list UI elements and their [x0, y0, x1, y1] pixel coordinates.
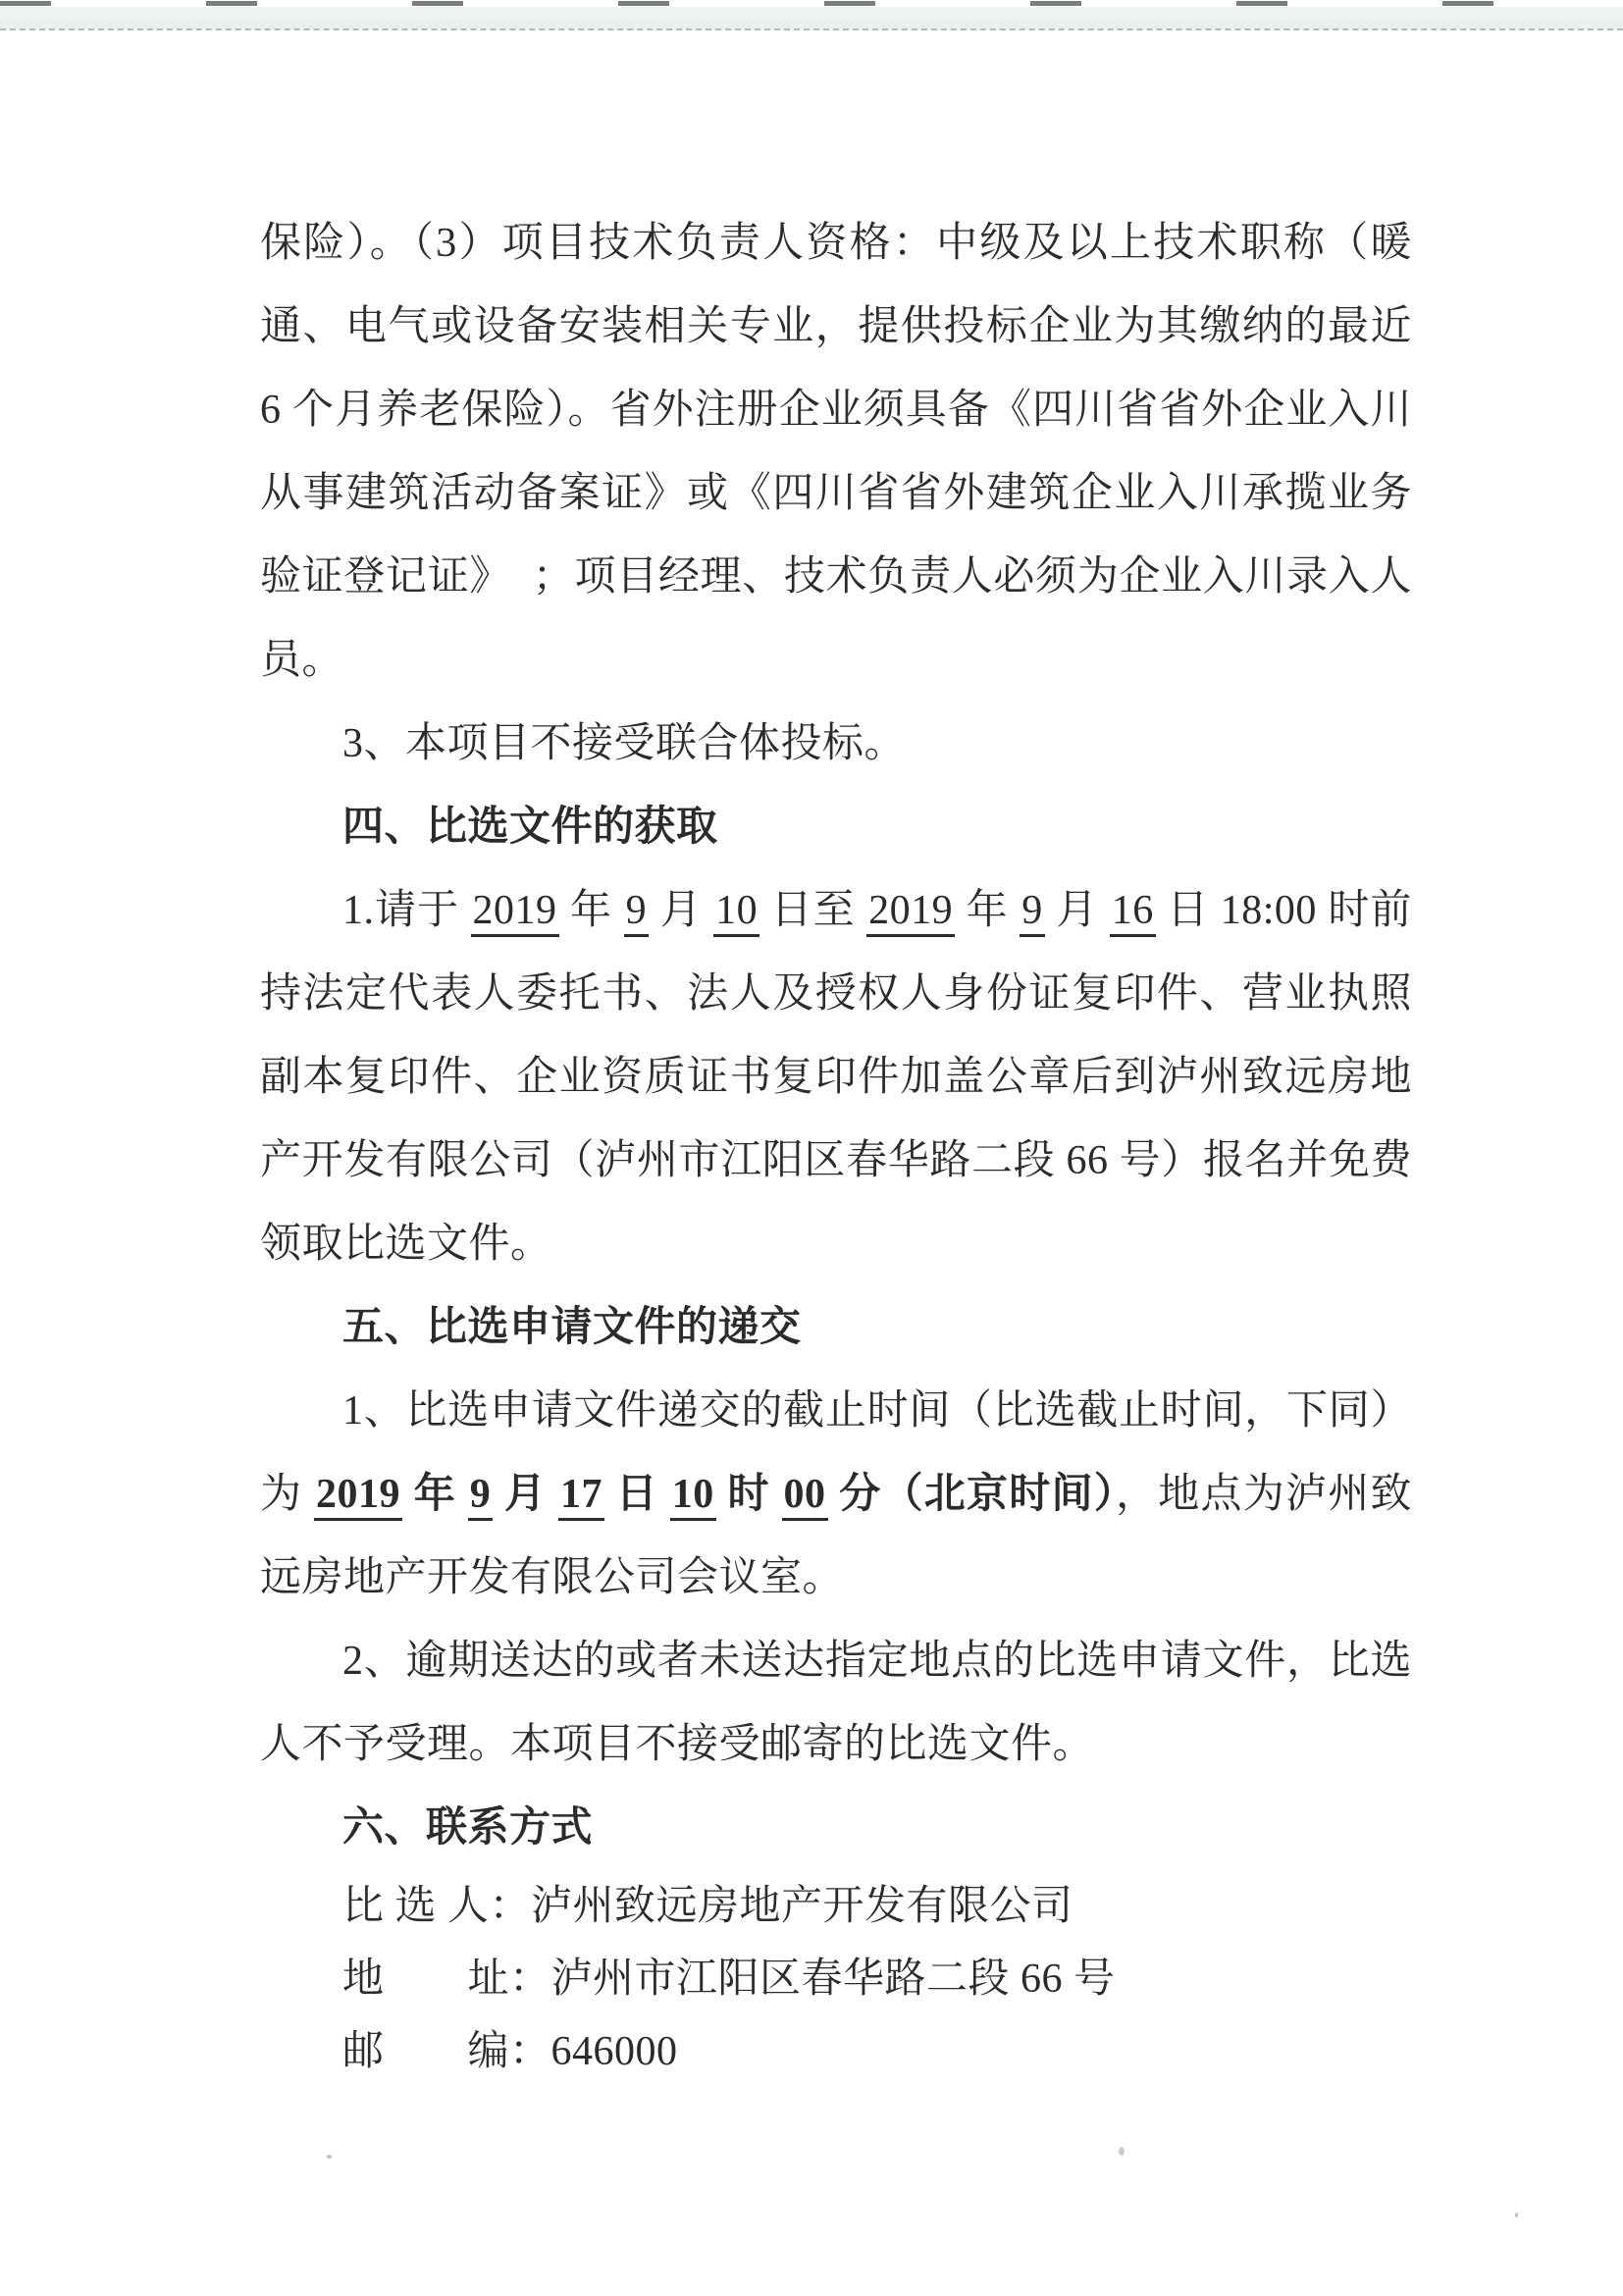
contact-line-address [260, 1943, 1412, 2015]
text-run: 月 [1044, 888, 1110, 933]
text-run: 10 [670, 1472, 716, 1521]
scan-speck [1119, 2147, 1125, 2156]
contact-line-postcode [260, 2015, 1412, 2088]
text-run: 月 [649, 888, 714, 933]
text-run: 月 [493, 1472, 558, 1517]
text-run: 16 [1110, 888, 1156, 937]
text-run: 年 [402, 1472, 468, 1517]
text-run: 时 [715, 1472, 782, 1517]
text-run: 日 18:00 时前持法定代表人委托书、法人及授权人身份证复印件、营业执照副本复印件、企业资质证书复印件加盖公章后到泸州致远房地产开发有限公司（泸州市江阳区春华路二段 66 号）报名并免费领取比选文件。 [260, 888, 1412, 1267]
text-run: 五、比选申请文件的递交 [342, 1305, 802, 1350]
text-run: 六、联系方式 [342, 1805, 594, 1851]
text-run: 年 [955, 888, 1021, 933]
scan-speck [1515, 2213, 1518, 2218]
text-run: 邮 编：646000 [342, 2029, 678, 2074]
text-run: 分（北京时间） [827, 1472, 1116, 1517]
paragraph-late-submission [260, 1620, 1412, 1787]
text-run: 1、比选申请文件递交的截止时间（比选截止时间，下同）为 [260, 1388, 1412, 1517]
text-run: 10 [713, 888, 759, 937]
text-run: 2019 [471, 888, 559, 937]
text-run: 年 [558, 888, 624, 933]
text-run: 2019 [314, 1472, 402, 1521]
text-run: 00 [782, 1472, 828, 1521]
paragraph-obtain-instructions [260, 869, 1412, 1286]
text-run: 日至 [759, 888, 867, 933]
scan-artifact-dashes [0, 1, 1623, 6]
section-heading-6-contact [260, 1787, 1412, 1870]
text-run: 3、本项目不接受联合体投标。 [342, 721, 907, 766]
text-run: 9 [624, 888, 650, 937]
text-run: ，地点为泸州致远房地产开发有限公司会议室。 [260, 1472, 1412, 1600]
paragraph-qualifications-continued [260, 202, 1412, 703]
text-run: 9 [1020, 888, 1045, 937]
text-run: 17 [558, 1472, 604, 1521]
text-run: 1.请于 [342, 888, 471, 933]
text-run: 2、逾期送达的或者未送达指定地点的比选申请文件，比选人不予受理。本项目不接受邮寄的比选文件。 [260, 1639, 1412, 1767]
text-run: 四、比选文件的获取 [342, 805, 718, 850]
text-run: 2019 [866, 888, 955, 937]
text-run: 日 [604, 1472, 670, 1517]
scan-artifact-band [0, 7, 1623, 30]
scan-speck [327, 2155, 332, 2159]
contact-line-selector [260, 1870, 1412, 1943]
document-page [260, 202, 1412, 2088]
paragraph-no-consortium [260, 703, 1412, 786]
text-run: 地 址：泸州市江阳区春华路二段 66 号 [342, 1957, 1116, 2002]
section-heading-5-submission [260, 1286, 1412, 1370]
text-run: 保险）。（3）项目技术负责人资格：中级及以上技术职称（暖通、电气或设备安装相关专业，提供投标企业为其缴纳的最近 6 个月养老保险）。省外注册企业须具备《四川省省外企业入川从事建筑活动备案证》或《四川省省外建筑企业入川承揽业务验证登记证》 ；项目经理、技术负责人必须为企业入川录入人员。 [260, 221, 1412, 683]
text-run: 比 选 人：泸州致远房地产开发有限公司 [342, 1884, 1073, 1929]
text-run: 9 [468, 1472, 494, 1521]
section-heading-4-document-obtain [260, 786, 1412, 869]
paragraph-deadline [260, 1370, 1412, 1620]
